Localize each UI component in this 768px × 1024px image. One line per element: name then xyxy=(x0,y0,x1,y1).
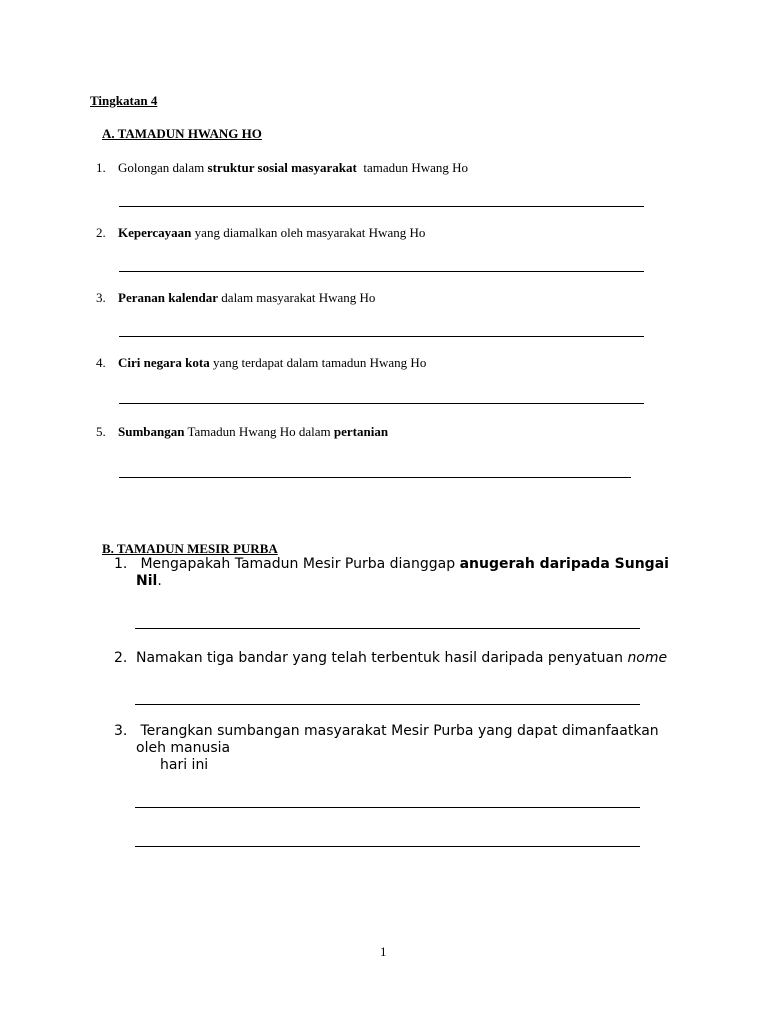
page-number: 1 xyxy=(380,944,387,959)
answer-line[interactable] xyxy=(119,336,644,337)
answer-line[interactable] xyxy=(135,628,640,629)
question-text: Golongan dalam struktur sosial masyarakat tamadun Hwang Ho xyxy=(118,160,469,175)
question-text: Namakan tiga bandar yang telah terbentuk hasil daripada penyatuan nome xyxy=(136,650,668,666)
question-number: 3. xyxy=(96,290,106,305)
question-number: 1. xyxy=(114,556,128,572)
section-b-question-3 xyxy=(114,723,674,777)
section-a-question-1 xyxy=(96,160,656,178)
section-a-question-2 xyxy=(96,225,656,243)
question-text: Sumbangan Tamadun Hwang Ho dalam pertanian xyxy=(118,424,389,439)
question-number: 2. xyxy=(96,225,106,240)
section-a-question-5 xyxy=(96,424,656,442)
answer-line[interactable] xyxy=(135,807,640,808)
answer-line[interactable] xyxy=(119,403,644,404)
question-text: Kepercayaan yang diamalkan oleh masyarakat Hwang Ho xyxy=(118,225,426,240)
answer-line[interactable] xyxy=(119,271,644,272)
answer-line[interactable] xyxy=(119,206,644,207)
section-b-question-1 xyxy=(114,556,674,592)
question-number: 3. xyxy=(114,723,128,739)
section-a-title: A. TAMADUN HWANG HO xyxy=(102,126,262,141)
question-text: Terangkan sumbangan masyarakat Mesir Purba yang dapat dimanfaatkan xyxy=(136,723,659,739)
class-level-heading: Tingkatan 4 xyxy=(90,93,158,108)
answer-line[interactable] xyxy=(135,846,640,847)
question-number: 4. xyxy=(96,355,106,370)
section-b-question-2 xyxy=(114,650,674,668)
question-number: 1. xyxy=(96,160,106,175)
answer-line[interactable] xyxy=(119,477,631,478)
question-text: Peranan kalendar dalam masyarakat Hwang Ho xyxy=(118,290,376,305)
section-a-question-3 xyxy=(96,290,656,308)
question-number: 2. xyxy=(114,650,128,666)
question-text: Ciri negara kota yang terdapat dalam tamadun Hwang Ho xyxy=(118,355,427,370)
answer-line[interactable] xyxy=(135,704,640,705)
question-text-continued: hari ini xyxy=(160,757,209,773)
section-b-title: B. TAMADUN MESIR PURBA xyxy=(102,541,278,556)
section-a-question-4 xyxy=(96,355,656,373)
question-number: 5. xyxy=(96,424,106,439)
question-text: Mengapakah Tamadun Mesir Purba dianggap anugerah daripada Sungai xyxy=(136,556,669,572)
question-text-continued: Nil. xyxy=(136,573,162,589)
question-text-continued: oleh manusia xyxy=(136,740,231,756)
